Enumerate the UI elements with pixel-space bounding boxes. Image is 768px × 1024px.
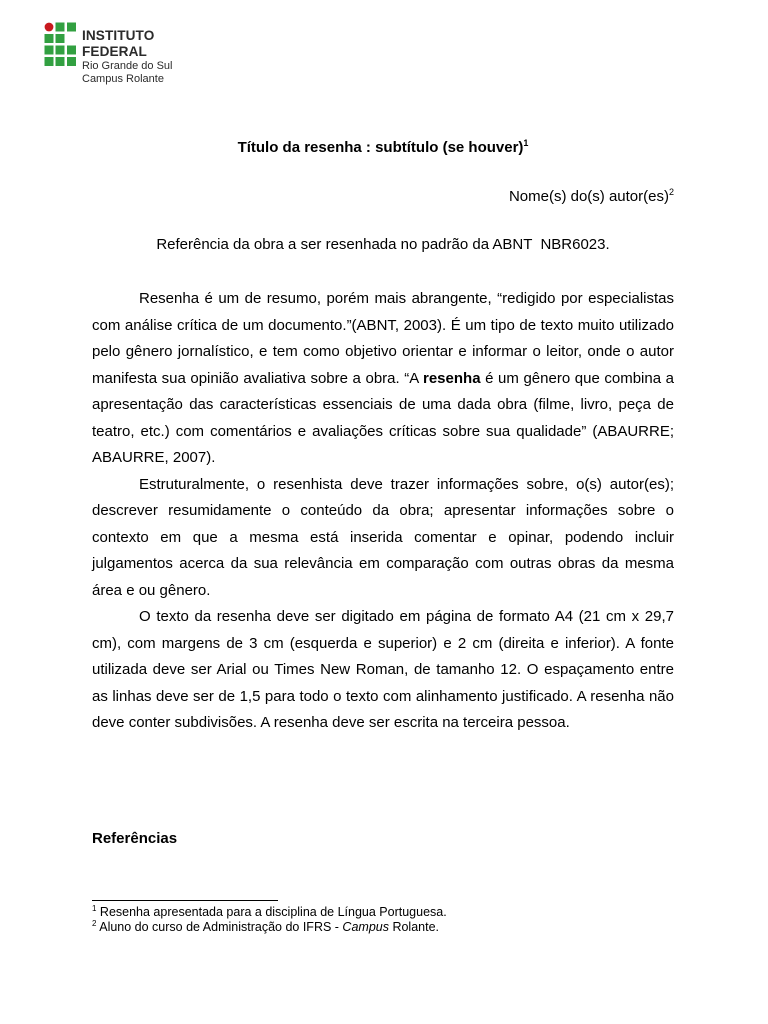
author-text: Nome(s) do(s) autor(es) xyxy=(508,188,669,205)
logo-title: INSTITUTO FEDERAL xyxy=(82,28,155,59)
footnote-1 xyxy=(92,905,447,920)
logo-text xyxy=(82,28,216,86)
footnotes xyxy=(92,905,447,935)
footnote-2-text-b: Rolante. xyxy=(388,920,439,934)
review-title-text: Título da resenha : subtítulo (se houver) xyxy=(237,139,524,156)
footnote-1-marker: 1 xyxy=(92,903,97,913)
footnote-separator xyxy=(92,900,278,901)
body-text xyxy=(92,286,674,737)
author-line xyxy=(509,188,674,205)
paragraph-1-part-b: é um gênero que combina a apresentação das características essenciais de uma dada obra (filme, livro, peça de teatro, etc.) com comentários e avaliações críticas sobre sua qualidade” (ABAURRE; ABAURRE, 2007). xyxy=(92,369,674,466)
work-reference: Referência da obra a ser resenhada no padrão da ABNT NBR6023. xyxy=(156,236,610,253)
paragraph-2: Estruturalmente, o resenhista deve trazer informações sobre, o(s) autor(es); descrever resumidamente o conteúdo da obra; apresentar informações sobre o contexto em que a mesma está inserida comentar e opinar, podendo incluir julgamentos acerca da sua relevância em comparação com outras obras da mesma área e ou gênero. xyxy=(92,475,674,599)
paragraph-1 xyxy=(92,286,674,472)
paragraph-1-bold-term: resenha xyxy=(423,369,481,387)
author-footnote-marker: 2 xyxy=(668,187,674,197)
ifrs-logo-icon xyxy=(44,20,84,70)
footnote-2-marker: 2 xyxy=(92,918,97,928)
paragraph-1-part-a: Resenha é um de resumo, porém mais abrangente, “redigido por especialistas com análise crítica de um documento.”(ABNT, 2003). É um tipo de texto muito utilizado pelo gênero jornalístico, e tem como objetivo orientar e informar o leitor, onde o autor manifesta sua opinião avaliativa sobre a obra. “A xyxy=(92,290,674,387)
logo-state: Rio Grande do Sul xyxy=(82,60,173,72)
references-heading: Referências xyxy=(92,830,178,847)
footnote-1-text: Resenha apresentada para a disciplina de Língua Portuguesa. xyxy=(96,905,447,919)
paragraph-3: O texto da resenha deve ser digitado em página de formato A4 (21 cm x 29,7 cm), com margens de 3 cm (esquerda e superior) e 2 cm (direita e inferior). A fonte utilizada deve ser Arial ou Times New Roman, de tamanho 12. O espaçamento entre as linhas deve ser de 1,5 para todo o texto com alinhamento justificado. A resenha não deve conter subdivisões. A resenha deve ser escrita na terceira pessoa. xyxy=(92,608,674,731)
review-title xyxy=(92,139,674,156)
logo-campus: Campus Rolante xyxy=(82,73,164,85)
footnote-2-italic: Campus xyxy=(342,920,389,934)
title-footnote-marker: 1 xyxy=(523,138,529,148)
institution-logo xyxy=(44,20,216,85)
footnote-2 xyxy=(92,920,447,935)
footnote-2-text-a: Aluno do curso de Administração do IFRS - xyxy=(96,920,343,934)
